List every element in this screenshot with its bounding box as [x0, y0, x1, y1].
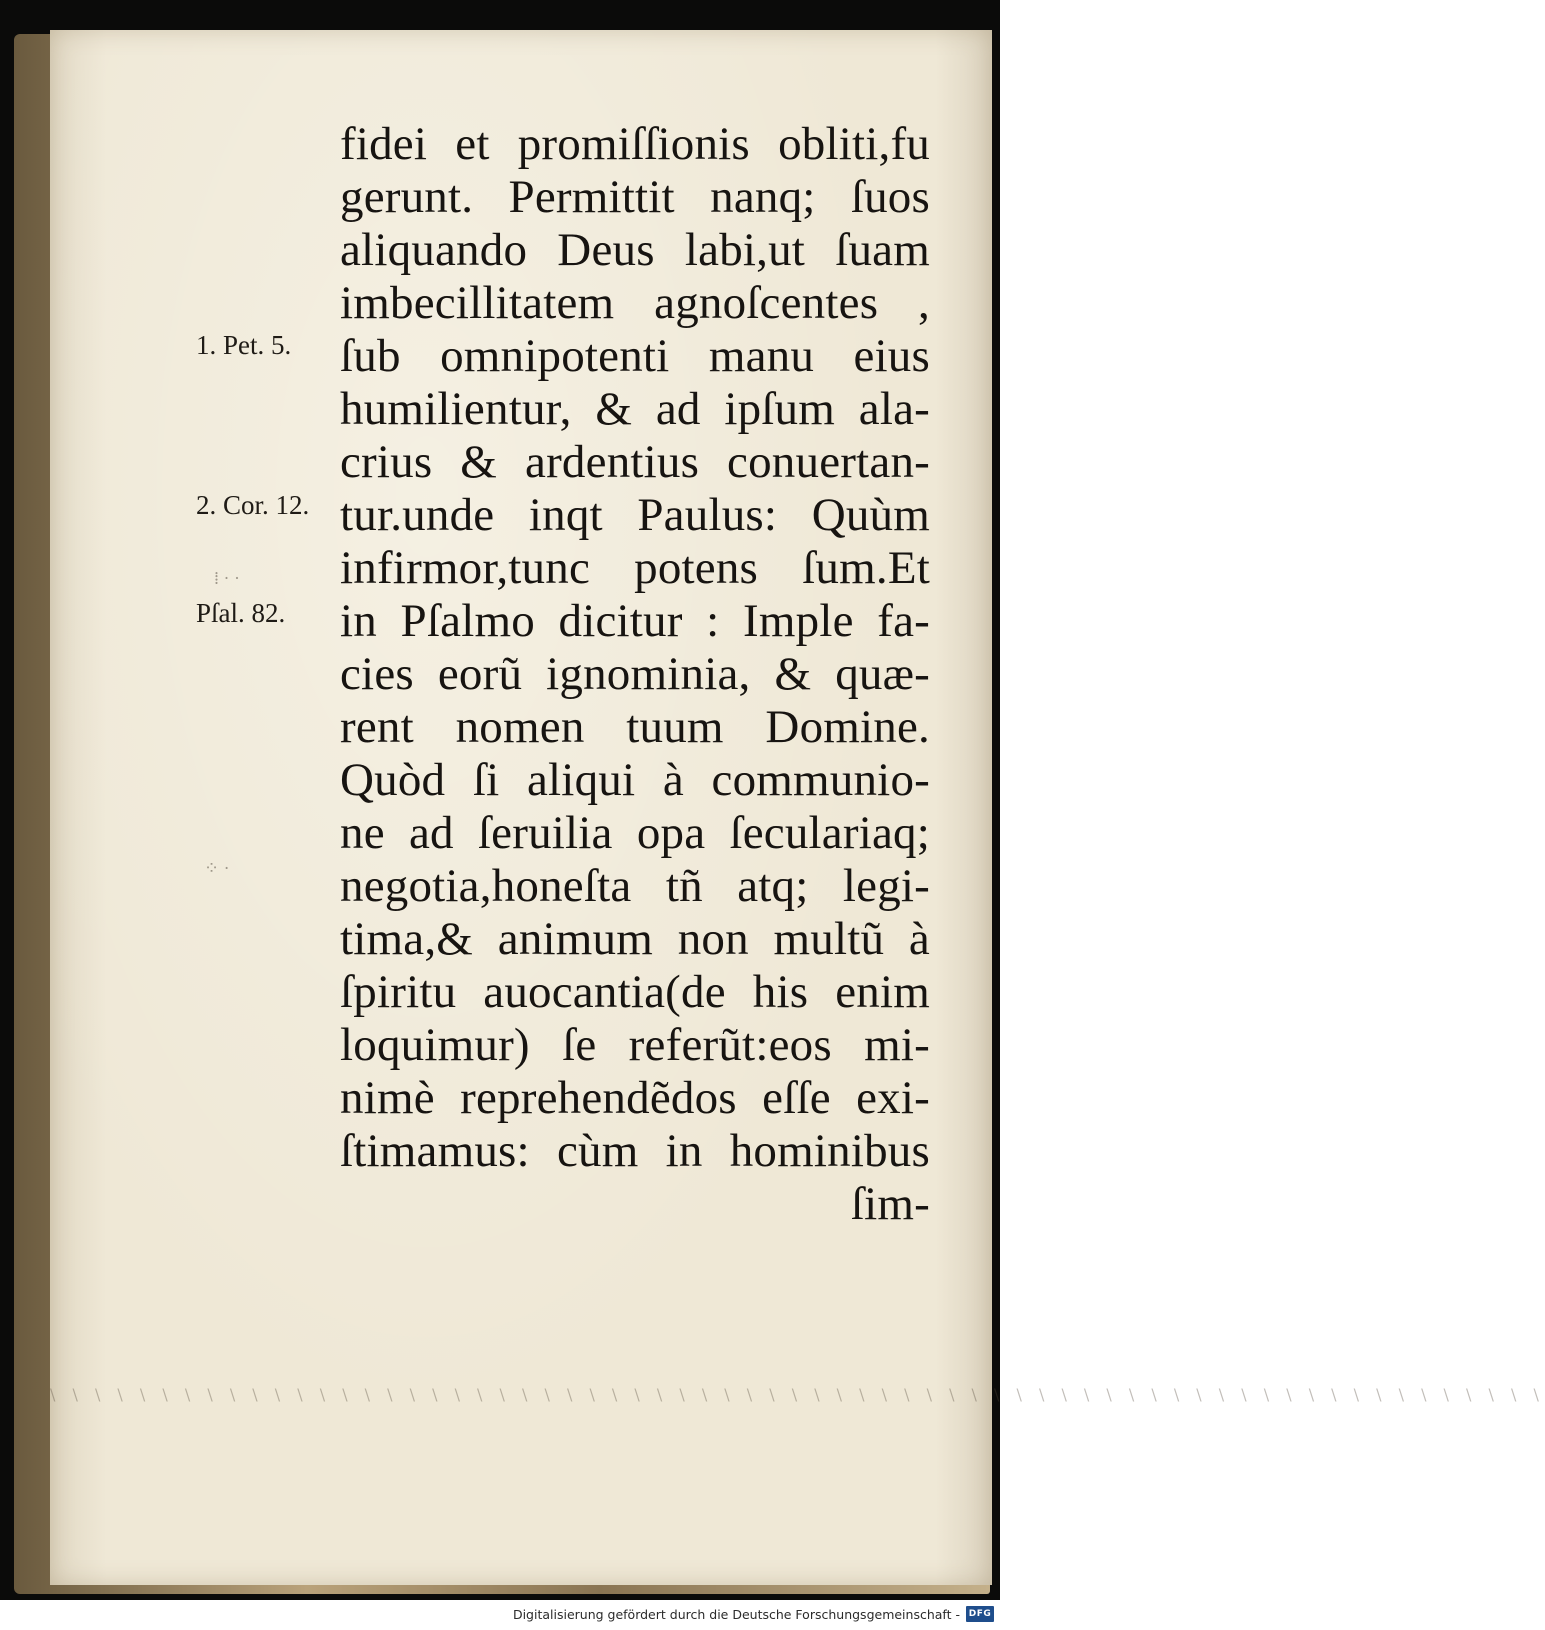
margin-note-1-pet: 1. Pet. 5.	[196, 330, 292, 360]
text-line: in Pſalmo dicitur : Imple fa-	[340, 595, 930, 647]
text-line: ſtimamus: cùm in hominibus	[340, 1125, 930, 1177]
margin-note-psal: Pſal. 82.	[196, 598, 286, 628]
text-line: ſpiritu auocantia(de his enim	[340, 966, 930, 1018]
text-line: ne ad ſeruilia opa ſeculariaq;	[340, 807, 930, 859]
text-line: infirmor,tunc potens ſum.Et	[340, 542, 930, 594]
text-line: crius & ardentius conuertan-	[340, 436, 930, 488]
text-line: gerunt. Permittit nanq; ſuos	[340, 171, 930, 223]
text-line: cies eorũ ignominia, & quæ-	[340, 648, 930, 700]
text-line: rent nomen tuum Domine.	[340, 701, 930, 753]
text-line: loquimur) ſe referũt:eos mi-	[340, 1019, 930, 1071]
text-line: humilientur, & ad ipſum ala-	[340, 383, 930, 435]
margin-note-2-cor: 2. Cor. 12.	[196, 490, 310, 520]
text-line: tur.unde inqt Paulus: Quùm	[340, 489, 930, 541]
text-line: imbecillitatem agnoſcentes ,	[340, 277, 930, 329]
digitization-credit: Digitalisierung gefördert durch die Deutsche Forschungsgemeinschaft -	[512, 1607, 960, 1622]
footer-bar	[0, 1600, 1000, 1630]
text-line: ſub omnipotenti manu eius	[340, 330, 930, 382]
body-text	[340, 118, 930, 1231]
text-line: tima,& animum non multũ à	[340, 913, 930, 965]
catchword: ſim-	[850, 1178, 930, 1230]
ink-smudge: ⁞ · ·	[214, 568, 240, 588]
text-line: nimè reprehendẽdos eſſe exi-	[340, 1072, 930, 1124]
bleed-through-marks: \ \ \ \ \ \ \ \ \ \ \ \ \ \ \ \ \ \ \ \ \ \ \ \ \ \ \ \ \ \ \ \ \ \ \ \ \ \ \ \ \ \ \ \ \ \ \ \ \ \ \ \ \ \ \ \ \ \ \ \ \ \ \ \ \ \ \	[50, 1385, 1545, 1404]
dfg-logo: DFG	[966, 1606, 994, 1622]
text-line: Quòd ſi aliqui à communio-	[340, 754, 930, 806]
text-line: fidei et promiſſionis obliti,fu	[340, 118, 930, 170]
text-line: negotia,honeſta tñ atq; legi-	[340, 860, 930, 912]
text-line: aliquando Deus labi,ut ſuam	[340, 224, 930, 276]
ink-smudge: ⁘ ·	[204, 858, 230, 878]
